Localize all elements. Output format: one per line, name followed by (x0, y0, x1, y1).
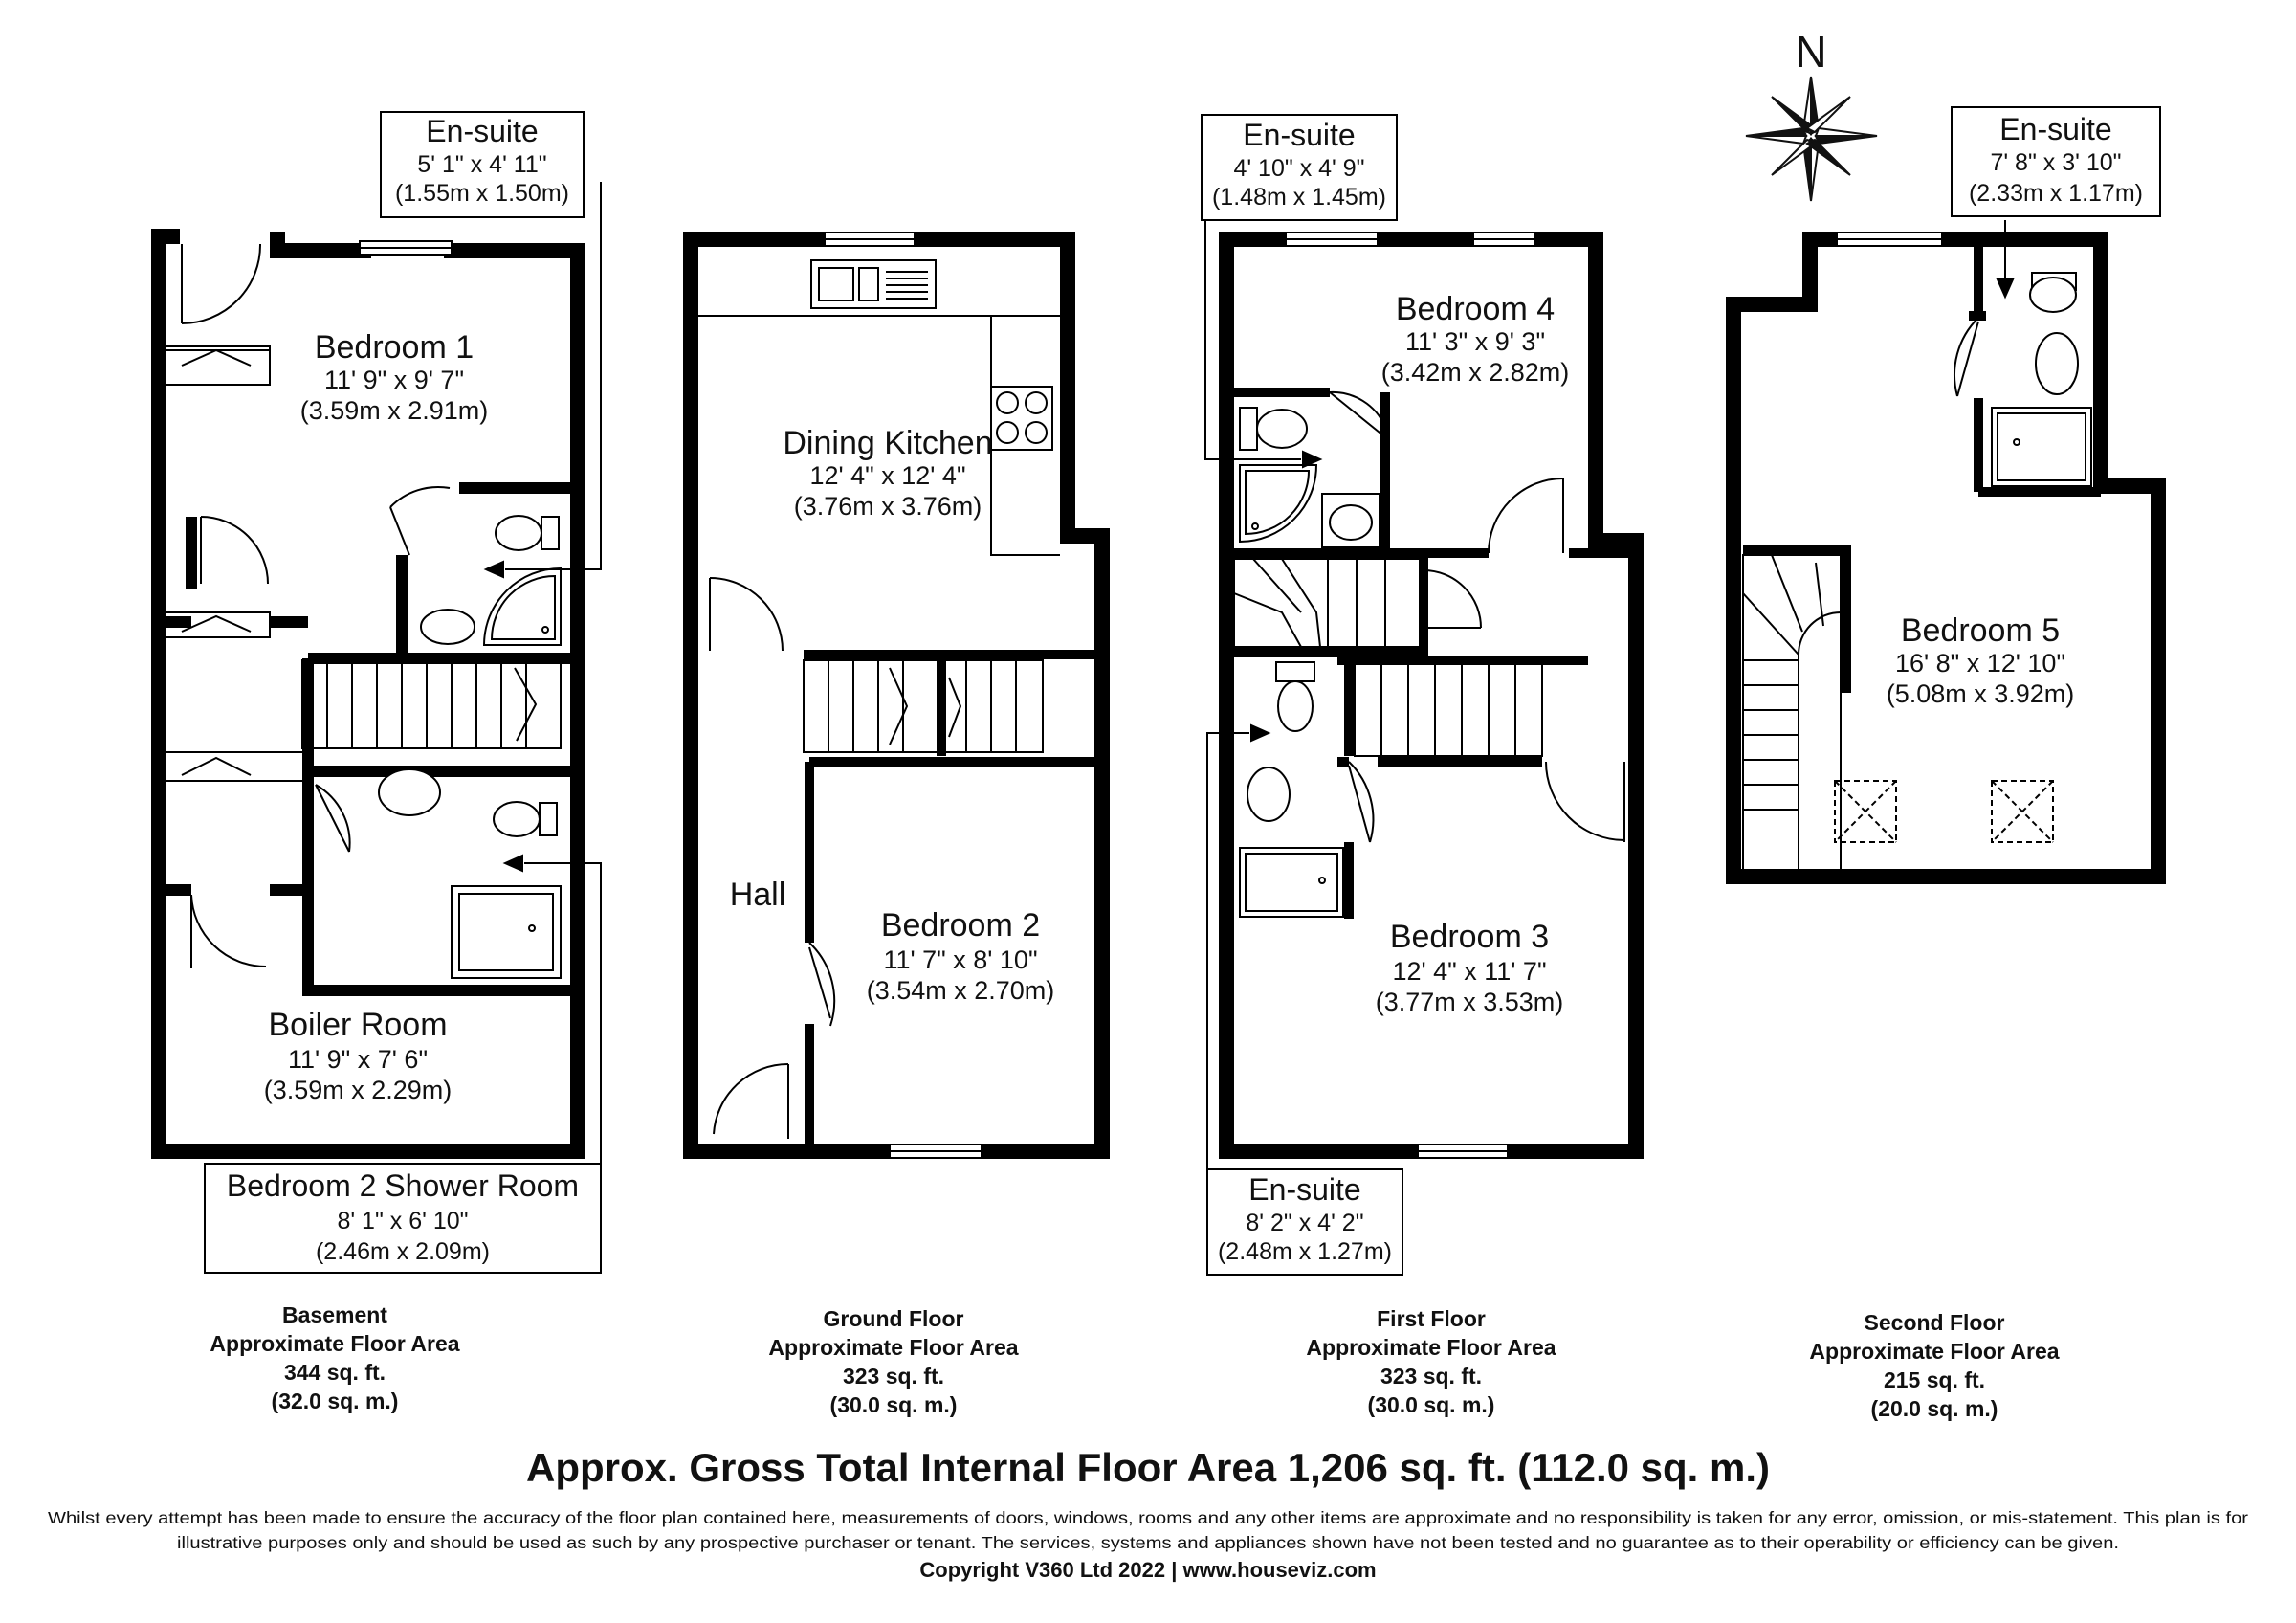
floor-area-sqft: 323 sq. ft. (1380, 1364, 1483, 1389)
compass-north-label: N (1795, 27, 1827, 77)
callout-ensuite-basement (381, 112, 584, 217)
room-imperial: 7' 8" x 3' 10" (1990, 149, 2122, 176)
callout-shower-room (205, 1164, 601, 1273)
room-metric: (3.59m x 2.29m) (263, 1076, 453, 1104)
room-name: En-suite (1243, 118, 1356, 152)
floor-area-sqm: (30.0 sq. m.) (829, 1392, 958, 1417)
room-metric: (5.08m x 3.92m) (1886, 679, 2075, 708)
room-metric: (2.46m x 2.09m) (315, 1238, 491, 1265)
room-imperial: 12' 4" x 12' 4" (809, 461, 966, 490)
room-imperial: 8' 1" x 6' 10" (337, 1208, 469, 1234)
room-imperial: 11' 9" x 7' 6" (287, 1045, 429, 1074)
callout-ensuite-first-top (1202, 115, 1397, 220)
floor-area-label: Approximate Floor Area (210, 1331, 460, 1356)
room-name: En-suite (1999, 112, 2112, 146)
room-metric: (3.77m x 3.53m) (1375, 988, 1564, 1016)
room-name: Bedroom 5 (1900, 612, 2061, 649)
floor-area-sqft: 323 sq. ft. (842, 1364, 945, 1389)
room-imperial: 4' 10" x 4' 9" (1233, 155, 1365, 182)
room-name: Bedroom 2 Shower Room (226, 1168, 580, 1203)
floor-name: Basement (282, 1302, 387, 1327)
callout-ensuite-second (1952, 107, 2160, 216)
room-name: Bedroom 2 (880, 907, 1041, 944)
total-floor-area: Approx. Gross Total Internal Floor Area 1,206 sq. ft. (112.0 sq. m.) (525, 1445, 1771, 1490)
floor-area-sqft: 215 sq. ft. (1883, 1367, 1986, 1392)
disclaimer-line-1: Whilst every attempt has been made to ensure the accuracy of the floor plan contained here, measurements of doors, windows, rooms and any other items are approximate and no responsibility is taken for any error, omission, or mis-statement. This plan is for (48, 1508, 2249, 1527)
floor-area-sqft: 344 sq. ft. (283, 1360, 386, 1385)
floor-area-sqm: (32.0 sq. m.) (271, 1389, 399, 1413)
room-imperial: 11' 9" x 9' 7" (323, 366, 465, 394)
callout-ensuite-first-bottom (1207, 1169, 1402, 1275)
floor-area-sqm: (30.0 sq. m.) (1367, 1392, 1495, 1417)
room-name: Bedroom 1 (314, 329, 475, 366)
floor-name: Ground Floor (823, 1306, 964, 1331)
copyright: Copyright V360 Ltd 2022 | www.houseviz.com (919, 1558, 1377, 1582)
room-imperial: 5' 1" x 4' 11" (417, 151, 547, 178)
room-name: Boiler Room (268, 1007, 448, 1043)
room-metric: (1.48m x 1.45m) (1211, 184, 1387, 211)
floor-area-sqm: (20.0 sq. m.) (1870, 1396, 1998, 1421)
room-metric: (3.42m x 2.82m) (1380, 358, 1570, 387)
room-name: Hall (729, 877, 786, 913)
room-name: Bedroom 3 (1389, 919, 1550, 955)
room-imperial: 8' 2" x 4' 2" (1246, 1210, 1364, 1236)
room-name: Bedroom 4 (1395, 291, 1556, 327)
room-imperial: 12' 4" x 11' 7" (1392, 957, 1547, 986)
room-metric: (1.55m x 1.50m) (394, 180, 570, 207)
window (360, 241, 452, 255)
room-name: Dining Kitchen (783, 425, 993, 461)
floor-name: Second Floor (1864, 1310, 2005, 1335)
room-metric: (3.54m x 2.70m) (866, 976, 1055, 1005)
room-metric: (2.33m x 1.17m) (1968, 180, 2144, 207)
floor-name: First Floor (1377, 1306, 1486, 1331)
room-metric: (3.59m x 2.91m) (299, 396, 489, 425)
room-metric: (3.76m x 3.76m) (793, 492, 982, 521)
window (1837, 233, 1942, 246)
floor-area-label: Approximate Floor Area (768, 1335, 1019, 1360)
room-metric: (2.48m x 1.27m) (1217, 1238, 1393, 1265)
room-name: En-suite (426, 114, 539, 148)
disclaimer-line-2: illustrative purposes only and should be used as such by any prospective purchaser or tenant. The services, systems and appliances shown have not been tested and no guarantee as to their operability or efficiency can be given. (177, 1533, 2119, 1552)
room-imperial: 11' 7" x 8' 10" (883, 945, 1038, 974)
room-imperial: 11' 3" x 9' 3" (1404, 327, 1546, 356)
floor-area-label: Approximate Floor Area (1809, 1339, 2060, 1364)
room-imperial: 16' 8" x 12' 10" (1894, 649, 2066, 678)
room-name: En-suite (1248, 1172, 1361, 1207)
floor-area-label: Approximate Floor Area (1306, 1335, 1556, 1360)
